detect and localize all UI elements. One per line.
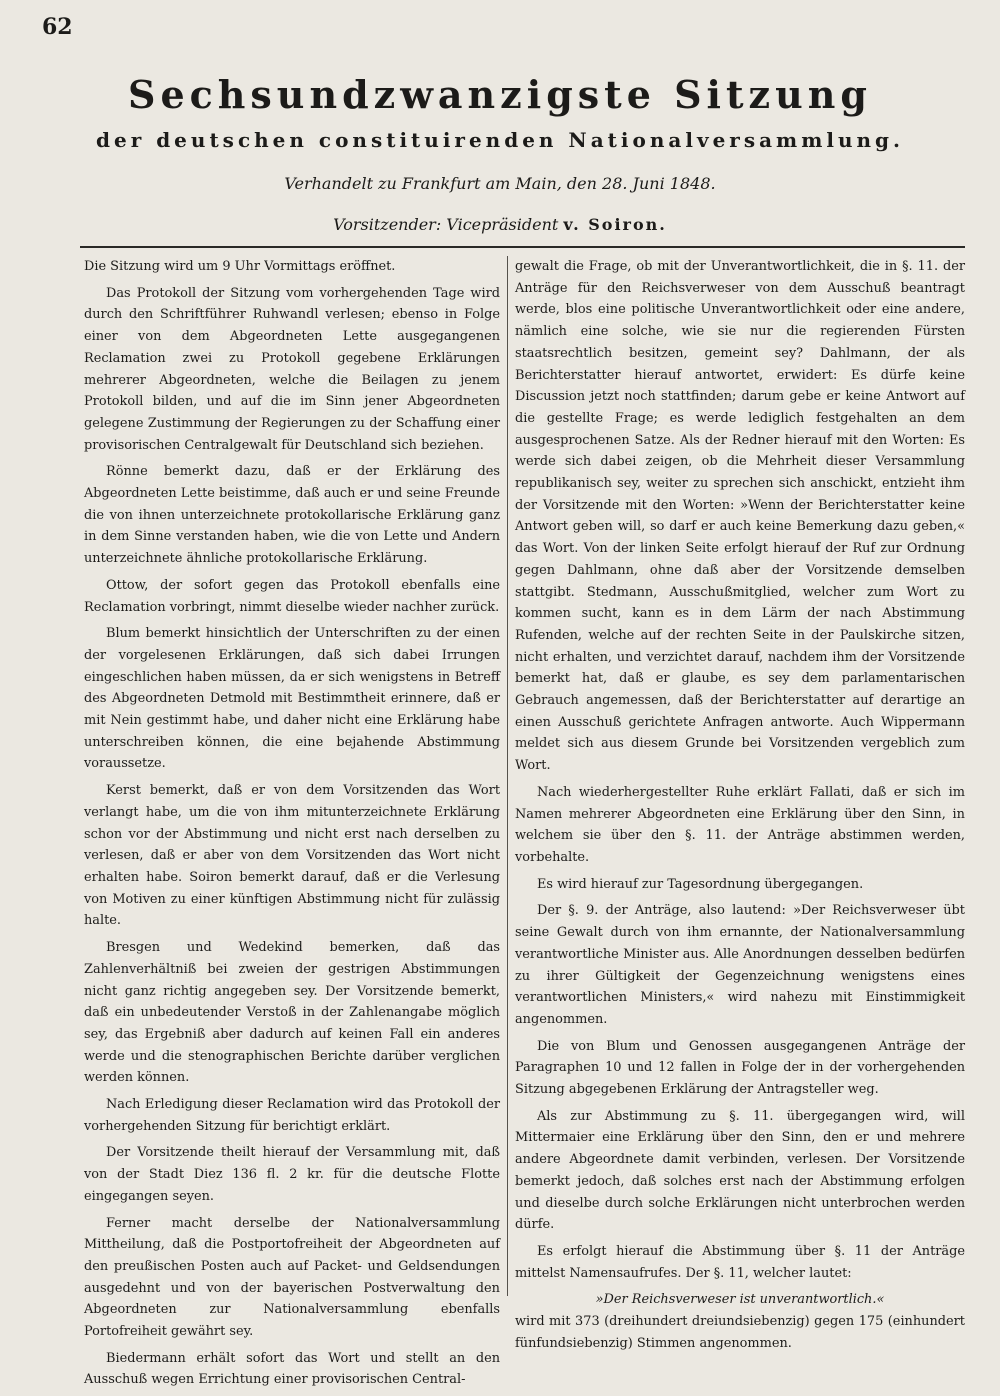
dateline: Verhandelt zu Frankfurt am Main, den 28. Juni 1848. bbox=[284, 174, 716, 193]
paragraph: Nach wiederhergestellter Ruhe erklärt Fallati, daß er sich im Namen mehrerer Abgeordneten eine Erklärung über den Sinn, in welchem sie über den §. 11. der Anträge abstimmen werden, vorbehalte. bbox=[515, 784, 965, 865]
paragraph: Es wird hierauf zur Tagesordnung übergegangen. bbox=[537, 876, 864, 892]
right-column bbox=[515, 256, 965, 1359]
paragraph: Blum bemerkt hinsichtlich der Unterschriften zu der einen der vorgelesenen Erklärungen, daß sich dabei Irrungen eingeschlichen haben müssen, da er sich wenigstens in Betreff des Abgeordneten Detmold mit Bestimmtheit erinnere, daß er mit Nein gestimmt habe, und daher nicht eine Erklärung habe unterschreiben können, die eine bejahende Abstimmung voraussetze. bbox=[84, 626, 500, 772]
paragraph: Rönne bemerkt dazu, daß er der Erklärung des Abgeordneten Lette beistimme, daß auch er und seine Freunde die von ihnen unterzeichnete protokollarische Erklärung ganz in dem Sinne verstanden haben, wie die von Lette und Andern unterzeichnete ähnliche protokollarische Erklärung. bbox=[84, 464, 500, 567]
column-divider bbox=[507, 256, 508, 1296]
paragraph: Die von Blum und Genossen ausgegangenen Anträge der Paragraphen 10 und 12 fallen in Folge der in der vorhergehenden Sitzung abgegebenen Erklärung der Antragsteller weg. bbox=[515, 1038, 965, 1098]
chair-name: v. Soiron. bbox=[563, 215, 667, 234]
paragraph: Der §. 9. der Anträge, also lautend: »Der Reichsverweser übt seine Gewalt durch von ihm ernannte, der Nationalversammlung verantwortliche Minister aus. Alle Anordnungen desselben bedürfen zu ihrer Gültigkeit der Gegenzeichnung wenigstens eines verantwortlichen Ministers,« wird nahezu mit Einstimmigkeit angenommen. bbox=[515, 903, 965, 1027]
paragraph: Der Vorsitzende theilt hierauf der Versammlung mit, daß von der Stadt Diez 136 fl. 2 kr. für die deutsche Flotte eingegangen seyen. bbox=[84, 1145, 500, 1204]
assembly-subtitle: der deutschen constituirenden Nationalversammlung. bbox=[95, 128, 905, 152]
paragraph: Ottow, der sofort gegen das Protokoll ebenfalls eine Reclamation vorbringt, nimmt dieselbe wieder nachher zurück. bbox=[84, 577, 500, 615]
page-number: 62 bbox=[42, 14, 73, 40]
paragraph: Biedermann erhält sofort das Wort und stellt an den Ausschuß wegen Errichtung einer provisorischen Central- bbox=[84, 1350, 500, 1388]
paragraph: Es erfolgt hierauf die Abstimmung über §. 11 der Anträge mittelst Namensaufrufes. Der §. 11, welcher lautet: bbox=[515, 1243, 965, 1281]
session-title: Sechsundzwanzigste Sitzung bbox=[128, 72, 872, 117]
chair-label: Vorsitzender: Vicepräsident bbox=[333, 215, 559, 234]
paragraph: Ferner macht derselbe der Nationalversammlung Mittheilung, daß die Postportofreiheit der Abgeordneten auf den preußischen Posten auch auf Packet- und Geldsendungen ausgedehnt und von der bayerischen Postverwaltung den Abgeordneten zur Nationalversammlung ebenfalls Portofreiheit gewährt sey. bbox=[84, 1215, 500, 1340]
chair-line bbox=[0, 215, 1000, 234]
paragraph: Kerst bemerkt, daß er von dem Vorsitzenden das Wort verlangt habe, um die von ihm mitunterzeichnete Erklärung schon vor der Abstimmung und nicht erst nach derselben zu verlesen, daß er aber von dem Vorsitzenden das Wort nicht erhalten habe. Soiron bemerkt darauf, daß er die Verlesung von Motiven zu einer künftigen Abstimmung nicht für zulässig halte. bbox=[84, 783, 500, 929]
header-rule bbox=[80, 246, 965, 248]
paragraph: wird mit 373 (dreihundert dreiundsiebenzig) gegen 175 (einhundert fünfundsiebenzig) Stimmen angenommen. bbox=[515, 1314, 965, 1351]
paragraph: Das Protokoll der Sitzung vom vorhergehenden Tage wird durch den Schriftführer Ruhwandl verlesen; ebenso in Folge einer von dem Abgeordneten Lette ausgegangenen Reclamation zwei zu Protokoll gegebene Erklärungen mehrerer Abgeordneten, welche die Beilagen zu jenem Protokoll bilden, und auf die im Sinn jener Abgeordneten gelegene Zustimmung der Regierungen zu der Schaffung einer provisorischen Centralgewalt für Deutschland sich beziehen. bbox=[84, 285, 500, 453]
quoted-paragraph: »Der Reichsverweser ist unverantwortlich.« bbox=[595, 1292, 885, 1308]
paragraph: Bresgen und Wedekind bemerken, daß das Zahlenverhältniß bei zweien der gestrigen Abstimmungen nicht ganz richtig angegeben sey. Der Vorsitzende bemerkt, daß ein unbedeutender Verstoß in der Zahlenangabe möglich sey, das Ergebniß aber dadurch auf keinen Fall ein anderes werde und die stenographischen Berichte darüber verglichen werden können. bbox=[84, 940, 500, 1086]
paragraph: gewalt die Frage, ob mit der Unverantwortlichkeit, die in §. 11. der Anträge für den Reichsverweser von dem Ausschuß beantragt werde, blos eine politische Unverantwortlichkeit oder eine andere, nämlich eine solche, wie sie nur die regierenden Fürsten staatsrechtlich besitzen, gemeint sey? Dahlmann, der als Berichterstatter hierauf antwortet, erwidert: Es dürfe keine Discussion jetzt noch stattfinden; darum gebe er keine Antwort auf die gestellte Frage; es werde lediglich festgehalten an dem ausgesprochenen Satze. Als der Redner hierauf mit den Worten: Es werde sich dabei zeigen, ob die Mehrheit dieser Versammlung republikanisch sey, weiter zu sprechen sich anschickt, entzieht ihm der Vorsitzende mit den Worten: »Wenn der Berichterstatter keine Antwort geben will, so darf er auch keine Bemerkung dazu geben,« das Wort. Von der linken Seite erfolgt hierauf der Ruf zur Ordnung gegen Dahlmann, ohne daß aber der Vorsitzende demselben stattgibt. Stedmann, Ausschußmitglied, welcher zum Wort zu kommen sucht, kann es in dem Lärm der nach Abstimmung Rufenden, welche auf der rechten Seite in der Paulskirche sitzen, nicht erhalten, und verzichtet darauf, nachdem ihm der Vorsitzende bemerkt hat, daß er glaube, es sey dem parlamentarischen Gebrauch angemessen, daß der Berichterstatter auf derartige an einen Ausschuß gerichtete Anfragen antworte. Auch Wippermann meldet sich aus diesem Grunde bei Vorsitzenden vergeblich zum Wort. bbox=[515, 259, 965, 774]
paragraph: Als zur Abstimmung zu §. 11. übergegangen wird, will Mittermaier eine Erklärung über den Sinn, den er und mehrere andere Abgeordnete damit verbinden, verlesen. Der Vorsitzende bemerkt jedoch, daß solches erst nach der Abstimmung erfolgen und dieselbe durch solche Erklärungen nicht unterbrochen werden dürfe. bbox=[515, 1108, 965, 1233]
paragraph: Nach Erledigung dieser Reclamation wird das Protokoll der vorhergehenden Sitzung für berichtigt erklärt. bbox=[84, 1097, 500, 1134]
left-column bbox=[84, 256, 500, 1396]
paragraph: Die Sitzung wird um 9 Uhr Vormittags eröffnet. bbox=[84, 259, 396, 274]
